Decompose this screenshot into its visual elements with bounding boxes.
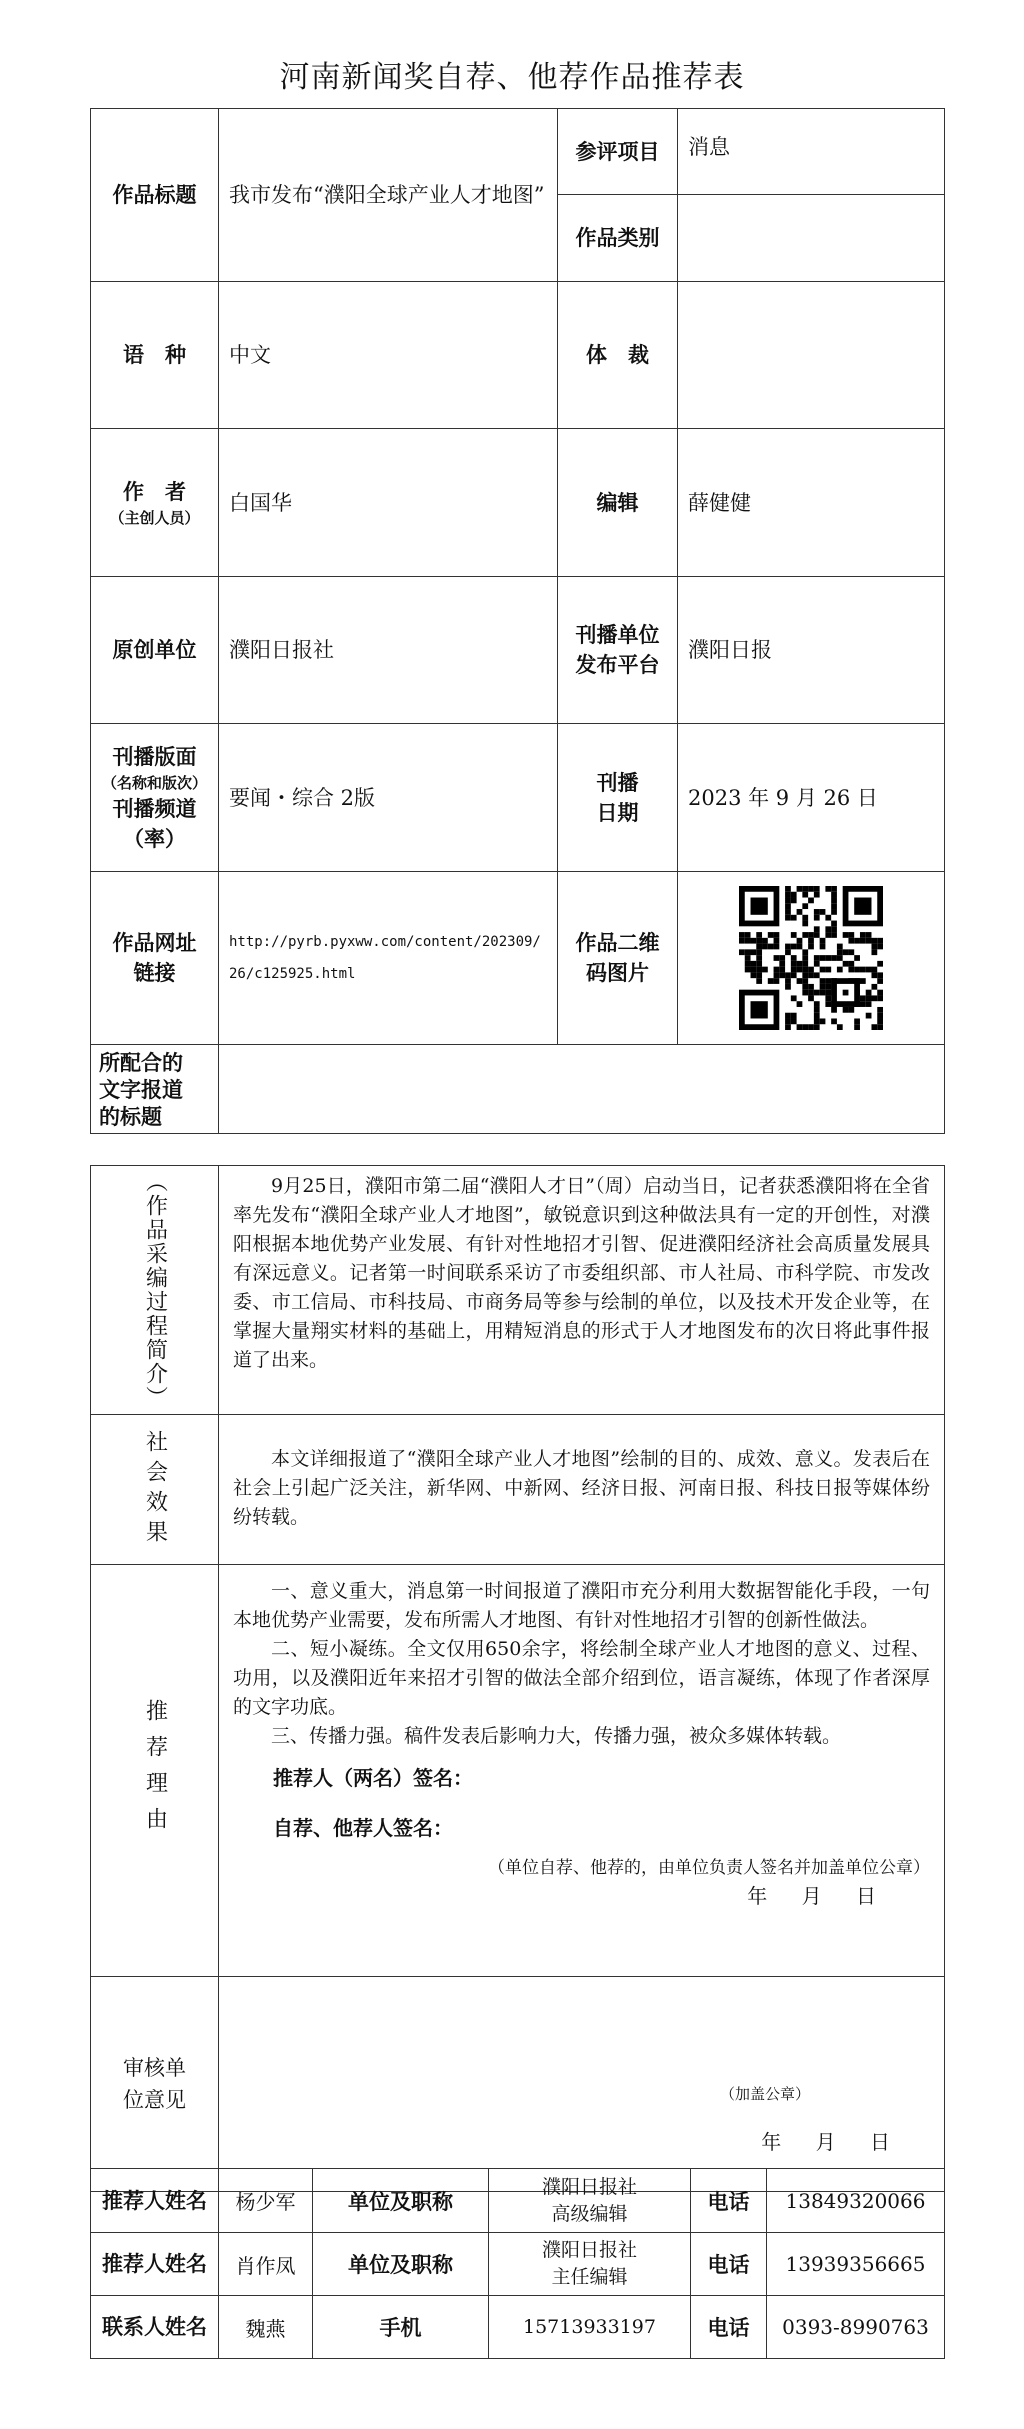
value-editor: 薛健健 <box>678 429 945 577</box>
contact-name: 肖作凤 <box>219 2233 313 2296</box>
label-author <box>91 429 219 577</box>
value-related <box>219 1045 945 1134</box>
layout-label-1: 刊播版面 <box>112 743 197 769</box>
contact-unit-name: 濮阳日报社 <box>541 2239 637 2261</box>
label-review <box>91 1977 219 2192</box>
publish-unit-label-2: 发布平台 <box>575 652 660 677</box>
url-label-1: 作品网址 <box>112 930 197 955</box>
reason-paragraph-2: 二、短小凝练。全文仅用650余字，将绘制全球产业人才地图的意义、过程、功用，以及濮阳近年来招才引智的做法全部介绍到位，语言凝练，体现了作者深厚的文字功底。 <box>233 1638 930 1718</box>
label-language: 语 种 <box>91 282 219 429</box>
label-genre: 体 裁 <box>558 282 678 429</box>
reason-paragraph-1: 一、意义重大，消息第一时间报道了濮阳市充分利用大数据智能化手段，一句本地优势产业需要，发布所需人才地图、有针对性地招才引智的创新性做法。 <box>233 1580 930 1631</box>
contact-row <box>91 2296 945 2359</box>
contact-unit-name: 濮阳日报社 <box>541 2175 637 2198</box>
reason-cell <box>219 1565 945 1977</box>
value-category-item: 消息 <box>678 109 945 195</box>
contact-role: 推荐人姓名 <box>91 2169 219 2233</box>
label-publish-date <box>558 724 678 872</box>
value-publish-unit: 濮阳日报 <box>678 577 945 724</box>
label-editor: 编辑 <box>558 429 678 577</box>
label-layout <box>91 724 219 872</box>
url-label-2: 链接 <box>133 960 176 985</box>
review-date-line: 年 月 日 <box>761 2130 890 2154</box>
author-sub-label: （主创人员） <box>109 508 200 527</box>
contact-phone-label: 电话 <box>691 2233 767 2296</box>
value-url[interactable]: http://pyrb.pyxww.com/content/202309/26/c125925.html <box>219 872 558 1045</box>
contact-position: 高级编辑 <box>551 2202 628 2225</box>
label-related <box>91 1045 219 1134</box>
value-author: 白国华 <box>219 429 558 577</box>
work-info-table <box>90 108 945 1134</box>
contact-row <box>91 2169 945 2233</box>
value-layout: 要闻・综合 2版 <box>219 724 558 872</box>
value-genre <box>678 282 945 429</box>
contact-role: 推荐人姓名 <box>91 2233 219 2296</box>
contact-phone: 13939356665 <box>767 2233 945 2296</box>
review-cell <box>219 1977 945 2192</box>
page-title: 河南新闻奖自荐、他荐作品推荐表 <box>279 60 745 95</box>
contact-phone-label: 电话 <box>691 2296 767 2359</box>
effect-text: 本文详细报道了“濮阳全球产业人才地图”绘制的目的、成效、意义。发表后在社会上引起广泛关注，新华网、中新网、经济日报、河南日报、科技日报等媒体纷纷转载。 <box>233 1448 930 1528</box>
recommendation-table <box>90 1165 945 2192</box>
label-work-type: 作品类别 <box>558 195 678 282</box>
contact-name: 杨少军 <box>219 2169 313 2233</box>
contact-field: 单位及职称 <box>313 2169 489 2233</box>
layout-label-2: 刊播频道 <box>112 795 197 821</box>
contact-phone: 13849320066 <box>767 2169 945 2233</box>
contact-phone: 0393-8990763 <box>767 2296 945 2359</box>
related-label-2: 文字报道 <box>99 1076 183 1102</box>
contact-row <box>91 2233 945 2296</box>
label-effect: 社会效果 <box>91 1415 219 1565</box>
publish-date-label-2: 日期 <box>596 799 639 825</box>
contact-phone-label: 电话 <box>691 2169 767 2233</box>
contact-unit <box>489 2233 691 2296</box>
qr-label-1: 作品二维 <box>575 930 660 955</box>
label-original-unit: 原创单位 <box>91 577 219 724</box>
value-work-title: 我市发布“濮阳全球产业人才地图” <box>219 109 558 282</box>
related-label-3: 的标题 <box>99 1103 162 1129</box>
contact-position: 主任编辑 <box>551 2266 628 2288</box>
stamp-note: （加盖公章） <box>719 2085 810 2103</box>
contact-unit <box>489 2296 691 2359</box>
value-publish-date: 2023 年 9 月 26 日 <box>678 724 945 872</box>
publish-date-label-1: 刊播 <box>596 769 639 795</box>
contact-role: 联系人姓名 <box>91 2296 219 2359</box>
label-publish-unit <box>558 577 678 724</box>
label-process: （作品采编过程简介） <box>91 1166 219 1415</box>
contact-name: 魏燕 <box>219 2296 313 2359</box>
label-qr <box>558 872 678 1045</box>
recommender-sign-line: 推荐人（两名）签名： <box>273 1766 473 1790</box>
author-label-text: 作 者 <box>123 478 186 504</box>
reason-paragraph-3: 三、传播力强。稿件发表后影响力大，传播力强，被众多媒体转载。 <box>271 1725 842 1747</box>
sign-note: （单位自荐、他荐的，由单位负责人签名并加盖单位公章） <box>488 1858 930 1878</box>
value-work-type <box>678 195 945 282</box>
label-url <box>91 872 219 1045</box>
reason-date-line: 年 月 日 <box>747 1884 876 1908</box>
effect-cell <box>219 1415 945 1565</box>
contact-unit-name: 15713933197 <box>523 2315 656 2338</box>
label-category-item: 参评项目 <box>558 109 678 195</box>
contact-field: 单位及职称 <box>313 2233 489 2296</box>
layout-sub-label: （名称和版次） <box>101 773 207 792</box>
qr-label-2: 码图片 <box>586 960 649 985</box>
qr-cell <box>678 872 945 1045</box>
qr-code-image <box>739 886 883 1030</box>
related-label-1: 所配合的 <box>99 1049 183 1075</box>
process-text: 9月25日，濮阳市第二届“濮阳人才日”（周）启动当日，记者获悉濮阳将在全省率先发布“濮阳全球产业人才地图”，敏锐意识到这种做法具有一定的开创性，对濮阳根据本地优势产业发展、有针对性地招才引智、促进濮阳经济社会高质量发展具有深远意义。记者第一时间联系采访了市委组织部、市人社局、市科学院、市发改委、市工信局、市科技局、市商务局等参与绘制的单位，以及技术开发企业等，在掌握大量翔实材料的基础上，用精短消息的形式于人才地图发布的次日将此事件报道了出来。 <box>233 1175 930 1371</box>
process-cell <box>219 1166 945 1415</box>
contact-field: 手机 <box>313 2296 489 2359</box>
label-reason: 推荐理由 <box>91 1565 219 1977</box>
layout-label-3: （率） <box>123 825 186 851</box>
contact-unit <box>489 2169 691 2233</box>
label-work-title: 作品标题 <box>91 109 219 282</box>
value-language: 中文 <box>219 282 558 429</box>
value-original-unit: 濮阳日报社 <box>219 577 558 724</box>
publish-unit-label-1: 刊播单位 <box>575 622 660 647</box>
review-label-text: 审核单位意见 <box>123 2056 186 2112</box>
self-sign-line: 自荐、他荐人签名： <box>273 1816 453 1840</box>
contacts-table <box>90 2168 945 2359</box>
